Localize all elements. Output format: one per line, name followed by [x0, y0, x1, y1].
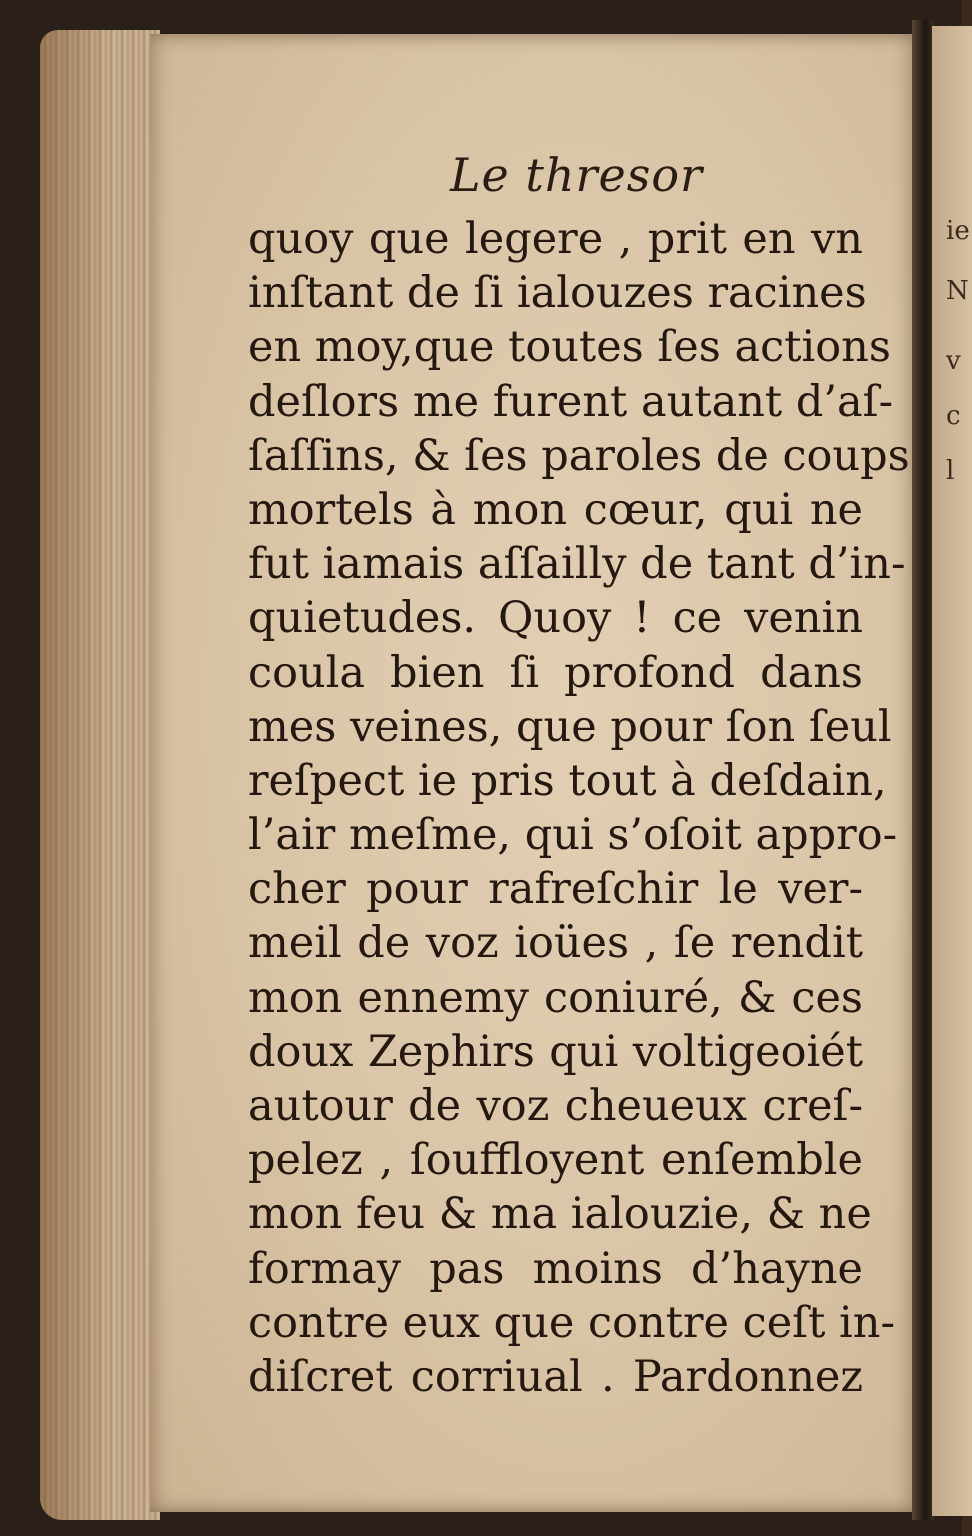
text-line: cher pour rafreſchir le ver-	[248, 864, 863, 915]
text-line: pelez , ſouffloyent enſemble	[248, 1135, 863, 1186]
running-head: Le thresor	[450, 148, 704, 202]
text-line: en moy,que toutes ſes actions	[248, 322, 891, 373]
text-line: mortels à mon cœur, qui ne	[248, 484, 863, 535]
text-line: contre eux que contre ceſt in-	[248, 1297, 895, 1348]
book-gutter	[912, 20, 934, 1520]
text-line: formay pas moins d’hayne	[248, 1243, 863, 1294]
text-line: l’air meſme, qui s’oſoit appro-	[248, 810, 898, 861]
text-line: coula bien ſi profond dans	[248, 647, 863, 698]
facing-fragment: N	[946, 276, 969, 306]
text-line: mon feu & ma ialouzie, & ne	[248, 1189, 872, 1240]
facing-fragment: c	[946, 401, 961, 431]
body-text	[248, 212, 910, 1404]
facing-fragment: l	[946, 456, 955, 486]
text-line: inſtant de ſi ialouzes racines	[248, 268, 867, 319]
text-line: doux Zephirs qui voltigeoiét	[248, 1026, 863, 1077]
facing-fragment: ie	[946, 216, 970, 246]
text-line: deſlors me furent autant d’aſ-	[248, 376, 894, 427]
text-line: ſaſſins, & ſes paroles de coups	[248, 430, 910, 481]
text-line: reſpect ie pris tout à deſdain,	[248, 755, 887, 806]
page-edges	[40, 30, 160, 1520]
facing-page-edge	[932, 26, 972, 1516]
text-line: meil de voz ioües , ſe rendit	[248, 918, 863, 969]
text-line: autour de voz cheueux creſ-	[248, 1081, 863, 1131]
text-line: quoy que legere , prit en vn	[248, 214, 863, 264]
text-line: fut iamais aſſailly de tant d’in-	[248, 539, 906, 590]
text-line: quietudes. Quoy ! ce venin	[248, 593, 863, 644]
text-line: mon ennemy coniuré, & ces	[248, 972, 863, 1023]
facing-fragment: v	[946, 346, 961, 376]
text-line: diſcret corriual . Pardonnez	[248, 1351, 863, 1402]
text-line: mes veines, que pour ſon ſeul	[248, 701, 892, 752]
